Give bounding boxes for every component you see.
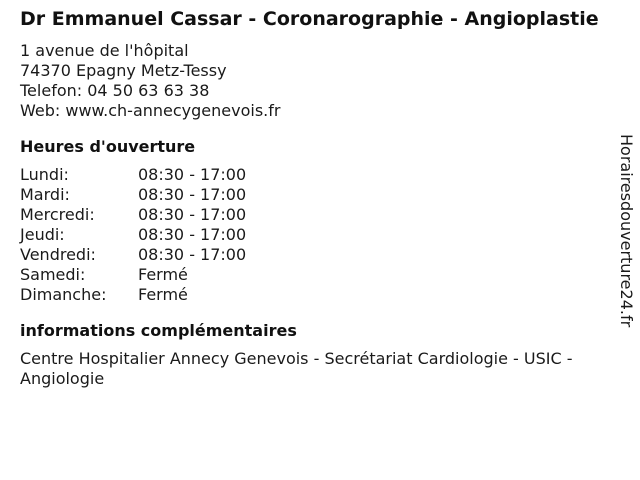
page-title: Dr Emmanuel Cassar - Coronarographie - Angioplastie (20, 8, 599, 30)
day-label: Mercredi: (20, 205, 95, 224)
info-text: Centre Hospitalier Annecy Genevois - Secrétariat Cardiologie - USIC - Angiologie (20, 349, 573, 388)
day-hours: 08:30 - 17:00 (138, 165, 247, 184)
info-heading: informations complémentaires (20, 321, 297, 340)
hours-row-vendredi (20, 245, 600, 265)
address-block (20, 41, 600, 121)
hours-row-mardi (20, 185, 600, 205)
day-hours: 08:30 - 17:00 (138, 205, 247, 224)
day-label: Lundi: (20, 165, 69, 184)
day-hours: Fermé (138, 265, 188, 284)
hours-row-samedi (20, 265, 600, 285)
hours-table (20, 165, 600, 305)
hours-row-lundi (20, 165, 600, 185)
hours-row-jeudi (20, 225, 600, 245)
day-label: Samedi: (20, 265, 86, 284)
phone-number: Telefon: 04 50 63 63 38 (20, 81, 210, 100)
day-hours: Fermé (138, 285, 188, 304)
day-hours: 08:30 - 17:00 (138, 245, 247, 264)
address-city: 74370 Epagny Metz-Tessy (20, 61, 227, 80)
address-street: 1 avenue de l'hôpital (20, 41, 189, 60)
day-hours: 08:30 - 17:00 (138, 225, 247, 244)
day-label: Mardi: (20, 185, 70, 204)
day-label: Dimanche: (20, 285, 107, 304)
hours-row-dimanche (20, 285, 600, 305)
day-label: Jeudi: (20, 225, 65, 244)
site-watermark: Horairesdouverture24.fr (617, 134, 636, 328)
main-content (20, 8, 600, 389)
website-link[interactable]: Web: www.ch-annecygenevois.fr (20, 101, 281, 120)
hours-row-mercredi (20, 205, 600, 225)
hours-heading: Heures d'ouverture (20, 137, 196, 156)
day-label: Vendredi: (20, 245, 96, 264)
day-hours: 08:30 - 17:00 (138, 185, 247, 204)
